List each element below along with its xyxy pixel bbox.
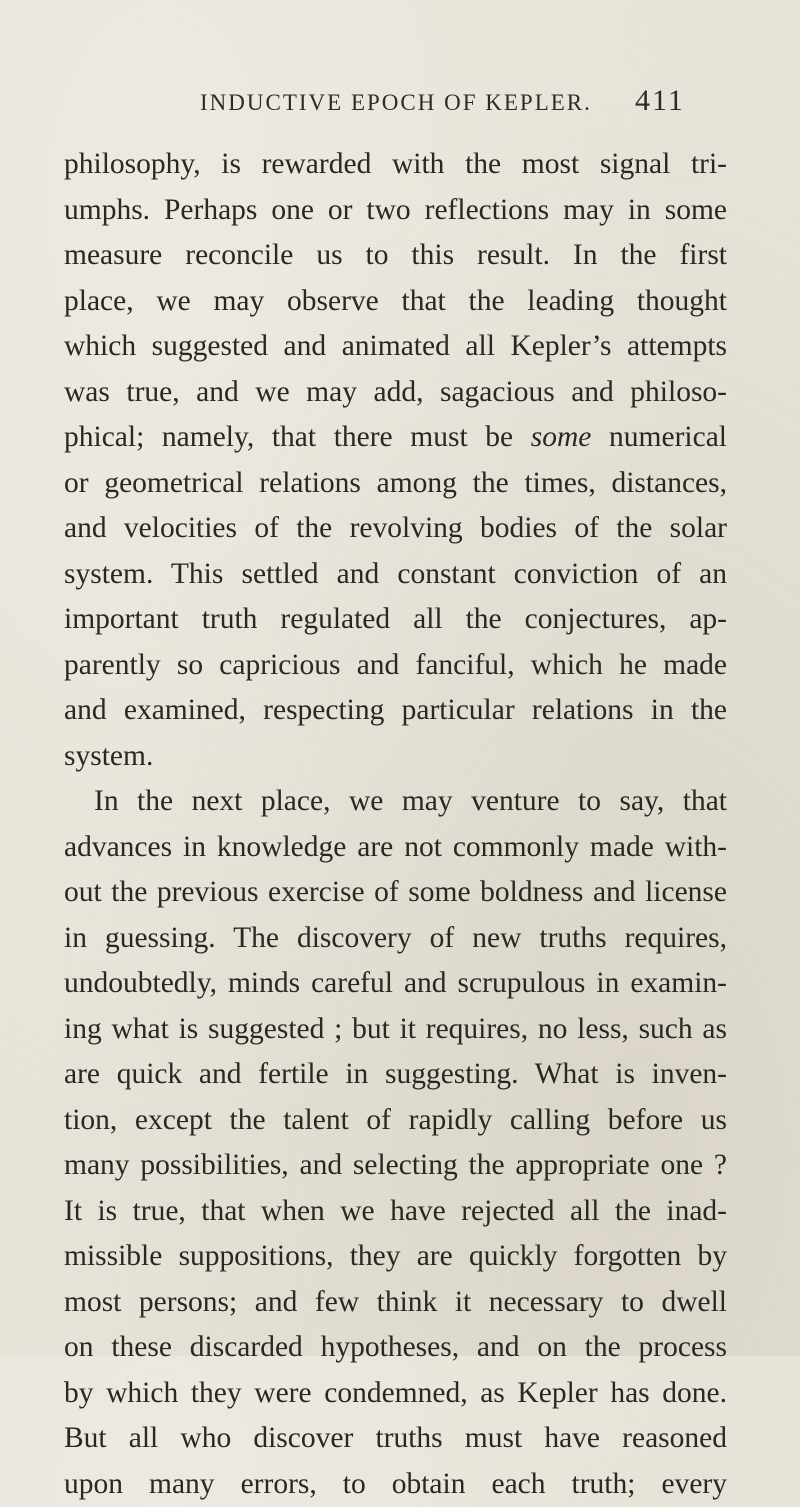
text-line: by which they were condemned, as Kepler has done. xyxy=(64,1371,727,1417)
text-line: It is true, that when we have rejected all the inad- xyxy=(64,1189,727,1235)
body-text xyxy=(64,142,727,1507)
italic-emphasis: some xyxy=(531,421,592,453)
text-line: system. This settled and constant conviction of an xyxy=(64,552,727,598)
text-line: measure reconcile us to this result. In the first xyxy=(64,233,727,279)
text-line: and velocities of the revolving bodies of the solar xyxy=(64,506,727,552)
text-line: In the next place, we may venture to say, that xyxy=(64,779,727,825)
text-line: most persons; and few think it necessary to dwell xyxy=(64,1280,727,1326)
text-line: parently so capricious and fanciful, which he made xyxy=(64,643,727,689)
page-number: 411 xyxy=(635,84,685,118)
text-line: umphs. Perhaps one or two reflections may in some xyxy=(64,188,727,234)
text-line: But all who discover truths must have reasoned xyxy=(64,1416,727,1462)
text-line-with-emphasis xyxy=(64,415,727,461)
text-segment: phical; namely, that there must be xyxy=(64,421,531,453)
text-line: many possibilities, and selecting the appropriate one ? xyxy=(64,1143,727,1189)
text-line: or geometrical relations among the times, distances, xyxy=(64,461,727,507)
text-segment: numerical xyxy=(591,421,727,453)
text-line: which suggested and animated all Kepler’s attempts xyxy=(64,324,727,370)
text-line: was true, and we may add, sagacious and philoso- xyxy=(64,370,727,416)
text-line: important truth regulated all the conjectures, ap- xyxy=(64,597,727,643)
text-line: are quick and fertile in suggesting. What is inven- xyxy=(64,1052,727,1098)
text-line: out the previous exercise of some boldness and license xyxy=(64,870,727,916)
text-line: system. xyxy=(64,734,727,780)
text-line: and examined, respecting particular relations in the xyxy=(64,688,727,734)
text-line: ing what is suggested ; but it requires, no less, such as xyxy=(64,1007,727,1053)
text-line: on these discarded hypotheses, and on the process xyxy=(64,1325,727,1371)
text-line: in guessing. The discovery of new truths requires, xyxy=(64,916,727,962)
text-line: missible suppositions, they are quickly forgotten by xyxy=(64,1234,727,1280)
text-line: tion, except the talent of rapidly calling before us xyxy=(64,1098,727,1144)
running-header: INDUCTIVE EPOCH OF KEPLER. xyxy=(200,90,592,116)
text-line: philosophy, is rewarded with the most signal tri- xyxy=(64,142,727,188)
text-line: undoubtedly, minds careful and scrupulous in examin- xyxy=(64,961,727,1007)
text-line: place, we may observe that the leading thought xyxy=(64,279,727,325)
text-line: upon many errors, to obtain each truth; every xyxy=(64,1462,727,1507)
text-line: advances in knowledge are not commonly made with- xyxy=(64,825,727,871)
